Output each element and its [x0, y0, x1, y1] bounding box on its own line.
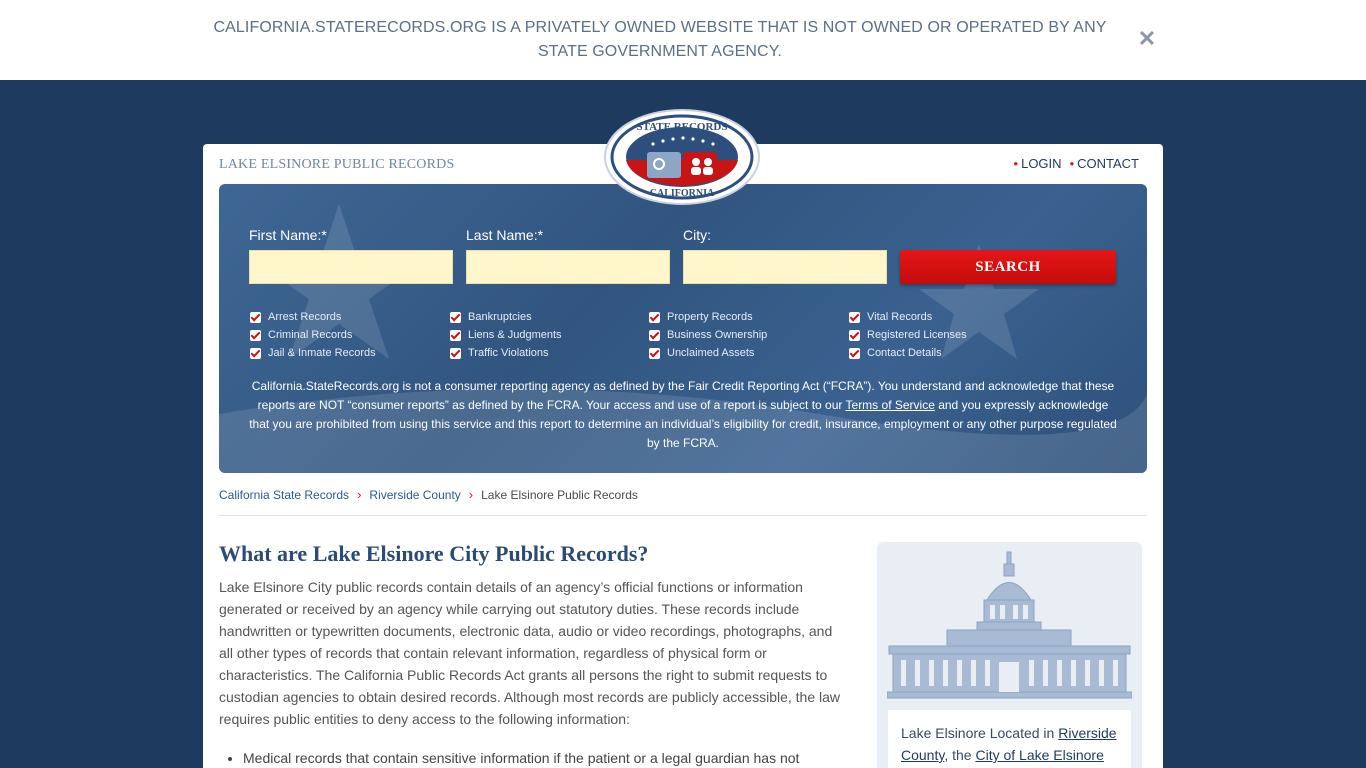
sidebar-city-info	[877, 542, 1142, 768]
breadcrumb-county[interactable]: Riverside County	[369, 487, 461, 502]
capitol-building-image	[887, 550, 1132, 700]
disclaimer-text: CALIFORNIA.STATERECORDS.ORG IS A PRIVATELY OWNED WEBSITE THAT IS NOT OWNED OR OPERATED BY ANY STATE GOVERNMENT AGENCY.	[213, 19, 1107, 60]
page-header-title: LAKE ELSINORE PUBLIC RECORDS	[219, 157, 455, 172]
seal-bottom-text: CALIFORNIA	[649, 188, 715, 199]
checkbox-criminal-records[interactable]: Criminal Records	[250, 329, 352, 341]
city-location-text: Lake Elsinore Located in Riverside County, the City of Lake Elsinore	[901, 725, 1117, 763]
breadcrumb-home[interactable]: California State Records	[219, 487, 350, 502]
terms-of-service-link[interactable]: Terms of Service	[845, 398, 935, 412]
checkbox-checked-icon	[649, 330, 660, 341]
search-button[interactable]: SEARCH	[900, 250, 1116, 284]
state-records-logo[interactable]	[603, 108, 761, 206]
checkbox-checked-icon	[450, 312, 461, 323]
city-input[interactable]	[683, 250, 887, 284]
disclaimer-banner	[0, 0, 1366, 80]
fcra-disclaimer: California.StateRecords.org is not a consumer reporting agency as defined by the Fair Credit Reporting Act (“FCRA”). You understand and acknowledge that these reports are NOT “consumer reports” as defined by the FCRA. Your access and use of a report is subject to our Terms of Service and you expressly acknowledge that you are prohibited from using this service and this report to determine an individual’s eligibility for credit, insurance, employment or any other purpose regulated by the FCRA.	[249, 379, 1117, 450]
search-panel	[219, 184, 1147, 473]
checkbox-checked-icon	[849, 330, 860, 341]
checkbox-checked-icon	[250, 330, 261, 341]
chevron-right-icon: ›	[468, 487, 474, 502]
checkbox-jail-inmate-records[interactable]: Jail & Inmate Records	[250, 347, 376, 359]
checkbox-checked-icon	[450, 348, 461, 359]
checkbox-contact-details[interactable]: Contact Details	[849, 347, 942, 359]
first-name-input[interactable]	[249, 250, 453, 284]
first-name-label: First Name:*	[249, 227, 327, 243]
seal-top-text: STATE RECORDS	[636, 121, 728, 133]
breadcrumb-current: Lake Elsinore Public Records	[481, 487, 638, 502]
checkbox-arrest-records[interactable]: Arrest Records	[250, 311, 341, 323]
article-paragraph: Lake Elsinore City public records contain details of an agency’s official functions or information generated or received by an agency while carrying out statutory duties. These records include handwritten or typewritten documents, electronic data, audio or video recordings, photographs, and all other types of records that contain relevant information, regardless of physical form or characteristics. The California Public Records Act grants all persons the right to submit requests to custodian agencies to obtain desired records. Although most records are publicly accessible, the law requires public entities to deny access to the following information:	[219, 579, 841, 727]
bullet-icon: •	[1069, 156, 1075, 171]
checkbox-traffic-violations[interactable]: Traffic Violations	[450, 347, 549, 359]
last-name-label: Last Name:*	[466, 227, 544, 243]
bullet-icon: •	[1013, 156, 1019, 171]
checkbox-checked-icon	[250, 312, 261, 323]
checkbox-unclaimed-assets[interactable]: Unclaimed Assets	[649, 347, 754, 359]
checkbox-business-ownership[interactable]: Business Ownership	[649, 329, 767, 341]
riverside-county-link[interactable]: Riverside County	[901, 725, 1117, 763]
checkbox-checked-icon	[649, 312, 660, 323]
checkbox-checked-icon	[849, 312, 860, 323]
checkbox-property-records[interactable]: Property Records	[649, 311, 753, 323]
article-heading: What are Lake Elsinore City Public Records?	[219, 541, 649, 566]
checkbox-vital-records[interactable]: Vital Records	[849, 311, 932, 323]
checkbox-registered-licenses[interactable]: Registered Licenses	[849, 329, 967, 341]
login-link[interactable]: LOGIN	[1021, 156, 1062, 171]
checkbox-bankruptcies[interactable]: Bankruptcies	[450, 311, 532, 323]
checkbox-liens-judgments[interactable]: Liens & Judgments	[450, 329, 562, 341]
main-card	[203, 144, 1163, 768]
last-name-input[interactable]	[466, 250, 670, 284]
close-icon[interactable]: ✕	[1137, 26, 1157, 51]
city-location-card	[888, 710, 1131, 768]
divider	[219, 515, 1147, 516]
top-links	[1014, 156, 1139, 171]
chevron-right-icon: ›	[357, 487, 362, 502]
checkbox-checked-icon	[649, 348, 660, 359]
checkbox-checked-icon	[849, 348, 860, 359]
city-label: City:	[683, 227, 711, 243]
checkbox-checked-icon	[450, 330, 461, 341]
list-item: • Medical records that contain sensitive information if the patient or a legal guardian has not	[243, 747, 843, 768]
contact-link[interactable]: CONTACT	[1077, 156, 1139, 171]
breadcrumb	[219, 487, 638, 502]
restricted-info-list	[243, 747, 843, 768]
checkbox-checked-icon	[250, 348, 261, 359]
city-of-lake-elsinore-link[interactable]: City of Lake Elsinore	[975, 747, 1104, 763]
